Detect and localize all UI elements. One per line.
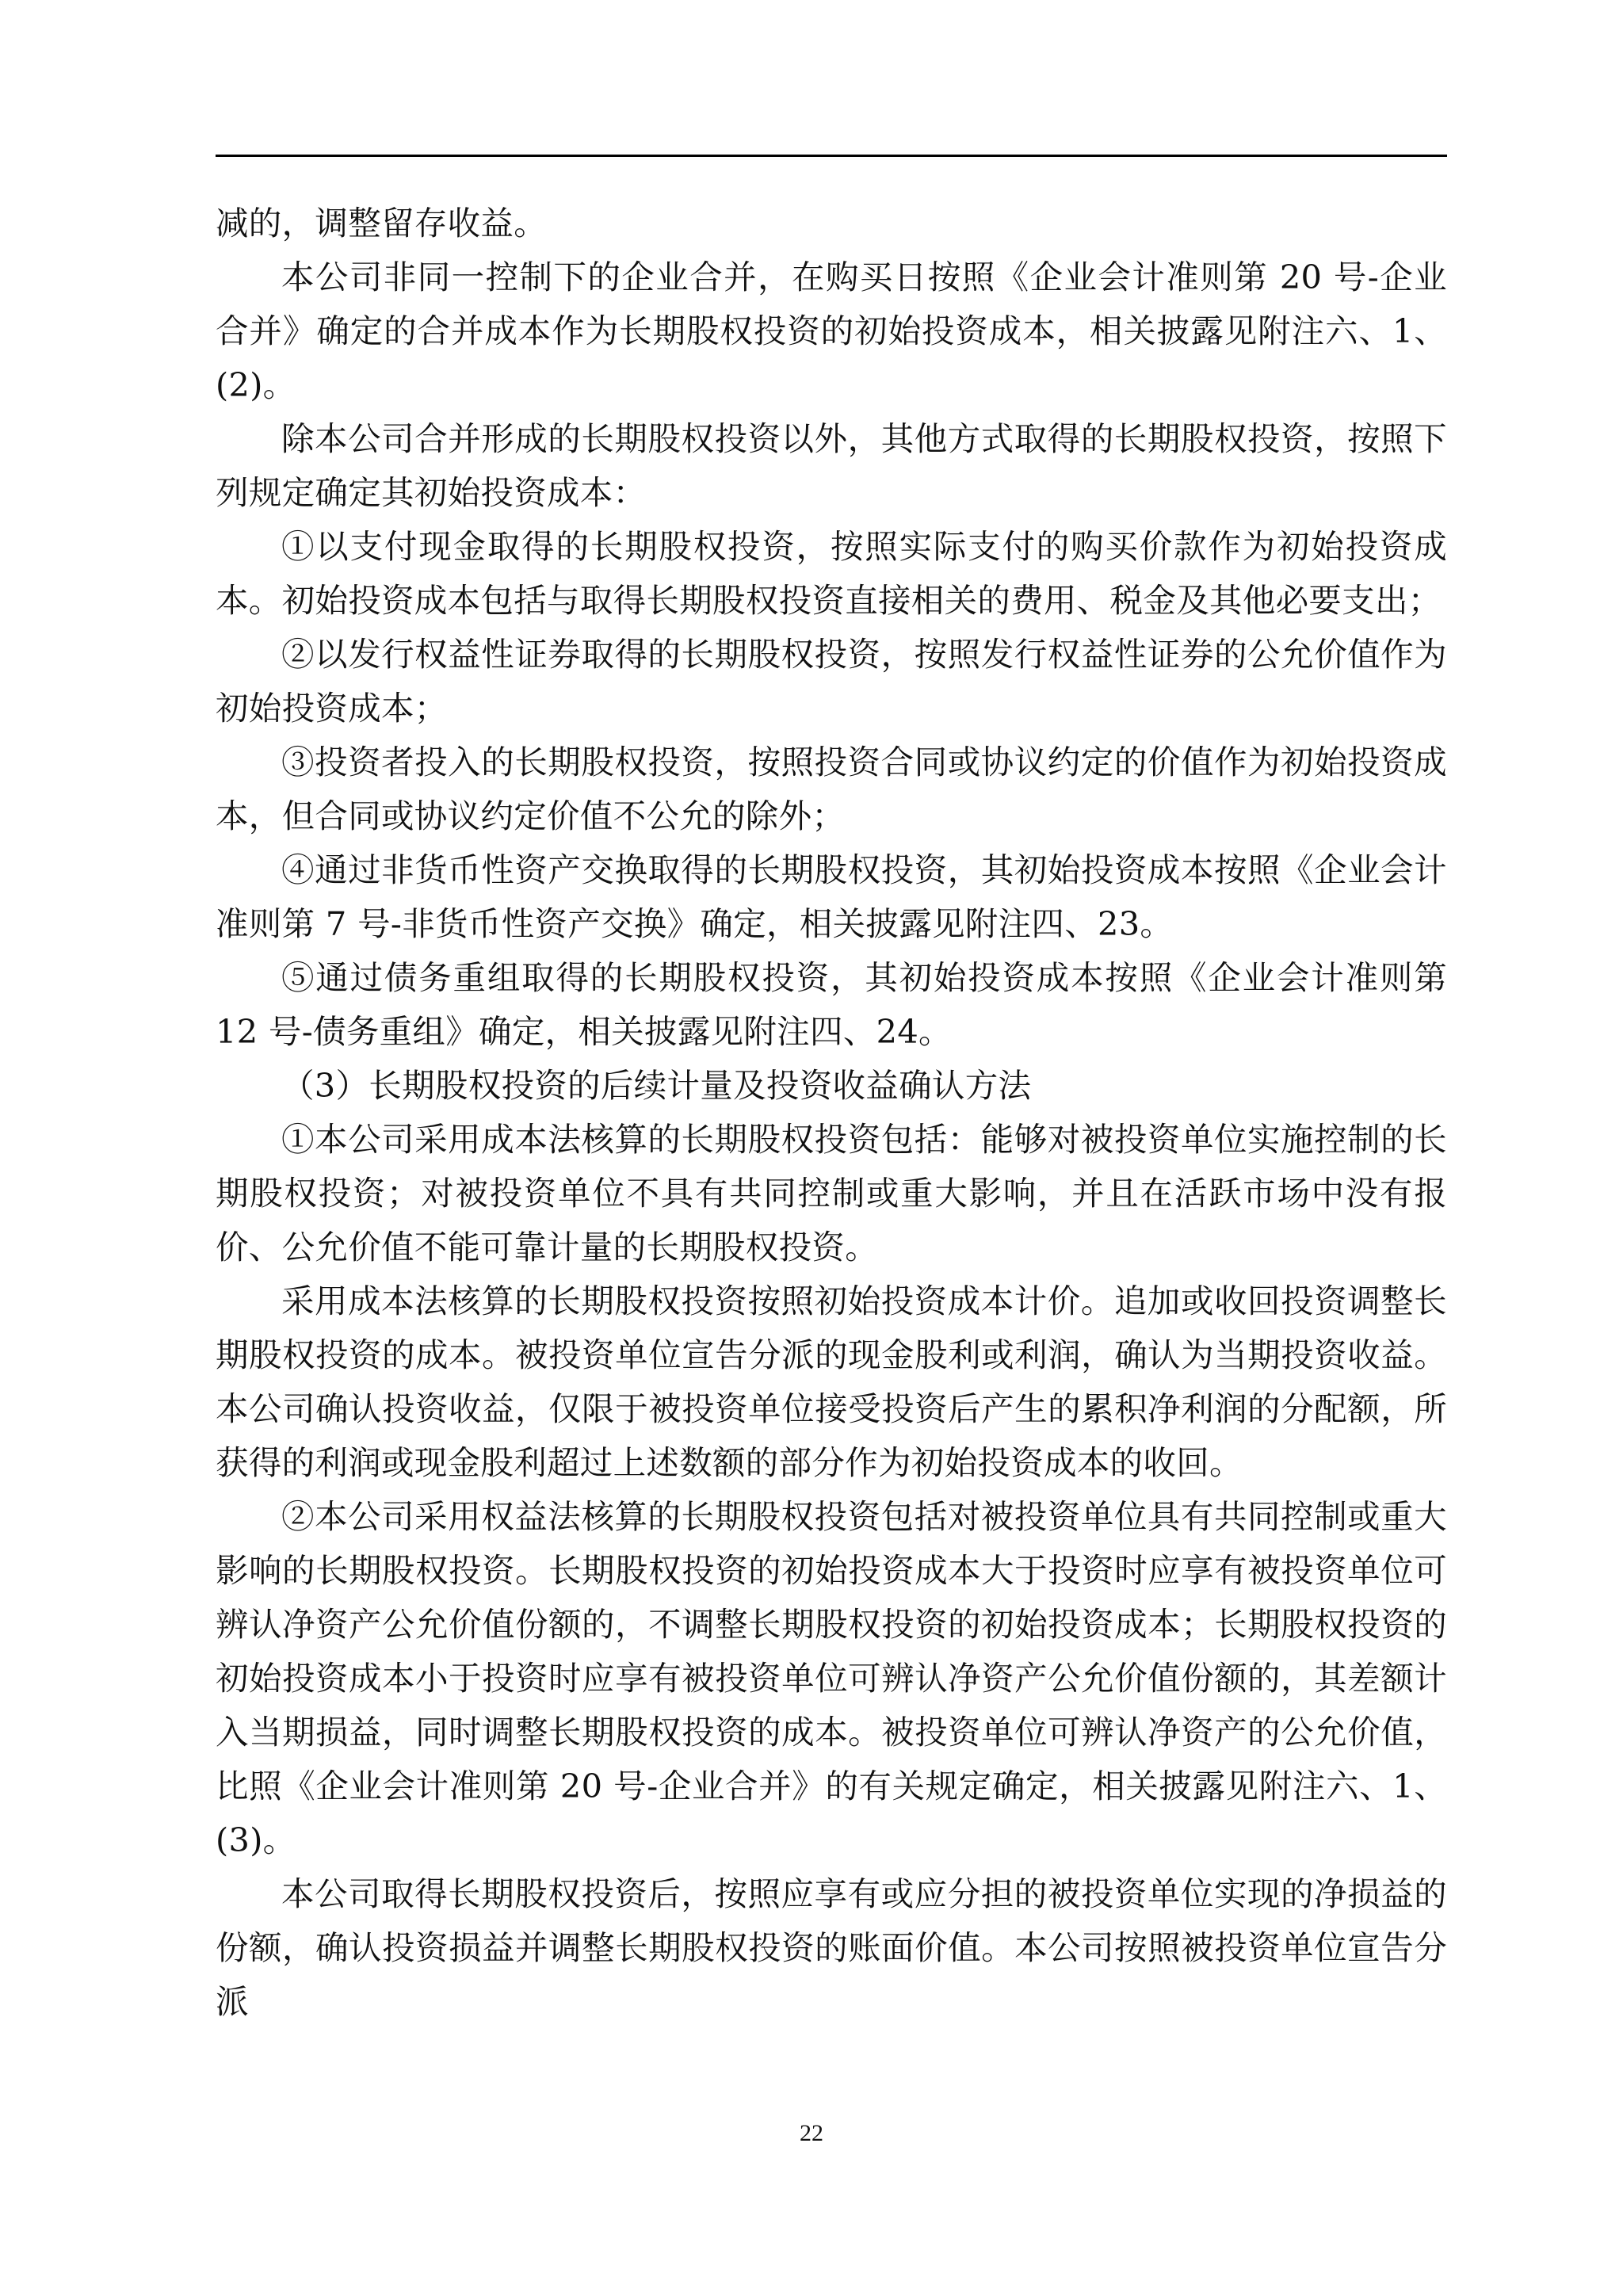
paragraph: ①以支付现金取得的长期股权投资，按照实际支付的购买价款作为初始投资成本。初始投资成本包括与取得长期股权投资直接相关的费用、税金及其他必要支出； <box>216 527 1447 620</box>
document-body <box>216 197 1447 2029</box>
paragraph: ⑤通过债务重组取得的长期股权投资，其初始投资成本按照《企业会计准则第 12 号-债务重组》确定，相关披露见附注四、24。 <box>216 958 1447 1051</box>
paragraph: ③投资者投入的长期股权投资，按照投资合同或协议约定的价值作为初始投资成本，但合同或协议约定价值不公允的除外； <box>216 743 1447 835</box>
paragraph: 本公司取得长期股权投资后，按照应享有或应分担的被投资单位实现的净损益的份额，确认投资损益并调整长期股权投资的账面价值。本公司按照被投资单位宣告分派 <box>216 1874 1447 2021</box>
page-number: 22 <box>800 2120 823 2146</box>
paragraph: 本公司非同一控制下的企业合并，在购买日按照《企业会计准则第 20 号-企业合并》确定的合并成本作为长期股权投资的初始投资成本，相关披露见附注六、1、(2)。 <box>216 258 1447 404</box>
paragraph: ④通过非货币性资产交换取得的长期股权投资，其初始投资成本按照《企业会计准则第 7 号-非货币性资产交换》确定，相关披露见附注四、23。 <box>216 850 1447 943</box>
header-rule <box>216 155 1447 157</box>
paragraph: 减的，调整留存收益。 <box>216 204 548 243</box>
paragraph: 采用成本法核算的长期股权投资按照初始投资成本计价。追加或收回投资调整长期股权投资的成本。被投资单位宣告分派的现金股利或利润，确认为当期投资收益。本公司确认投资收益，仅限于被投资单位接受投资后产生的累积净利润的分配额，所获得的利润或现金股利超过上述数额的部分作为初始投资成本的收回。 <box>216 1282 1447 1482</box>
paragraph: ①本公司采用成本法核算的长期股权投资包括：能够对被投资单位实施控制的长期股权投资；对被投资单位不具有共同控制或重大影响，并且在活跃市场中没有报价、公允价值不能可靠计量的长期股权投资。 <box>216 1120 1447 1266</box>
paragraph: ②以发行权益性证券取得的长期股权投资，按照发行权益性证券的公允价值作为初始投资成本； <box>216 635 1447 728</box>
paragraph: ②本公司采用权益法核算的长期股权投资包括对被投资单位具有共同控制或重大影响的长期股权投资。长期股权投资的初始投资成本大于投资时应享有被投资单位可辨认净资产公允价值份额的，不调整长期股权投资的初始投资成本；长期股权投资的初始投资成本小于投资时应享有被投资单位可辨认净资产公允价值份额的，其差额计入当期损益，同时调整长期股权投资的成本。被投资单位可辨认净资产的公允价值，比照《企业会计准则第 20 号-企业合并》的有关规定确定，相关披露见附注六、1、(3)。 <box>216 1497 1447 1859</box>
section-heading: （3）长期股权投资的后续计量及投资收益确认方法 <box>281 1066 1032 1105</box>
paragraph: 除本公司合并形成的长期股权投资以外，其他方式取得的长期股权投资，按照下列规定确定其初始投资成本： <box>216 419 1447 512</box>
